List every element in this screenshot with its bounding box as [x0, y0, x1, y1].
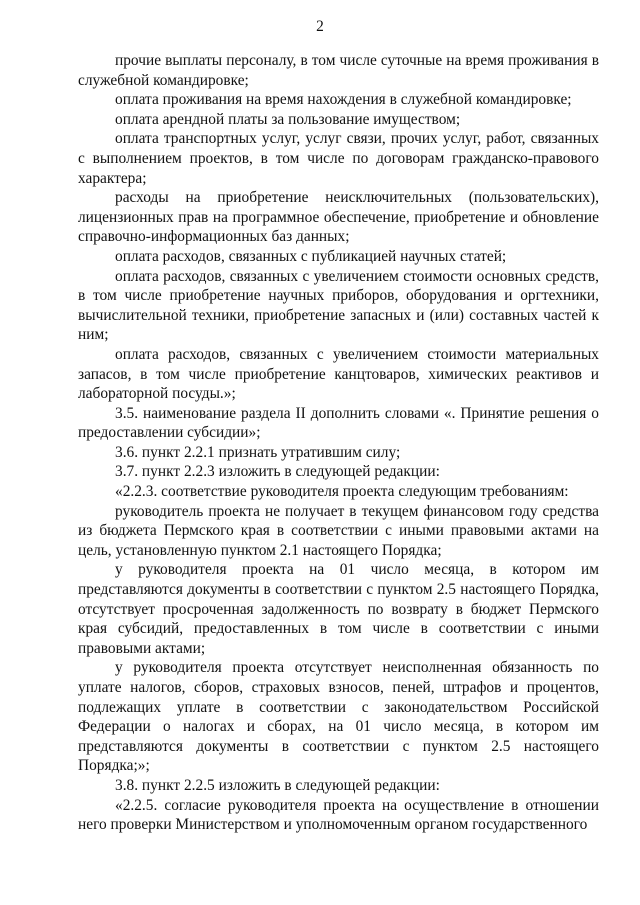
paragraph-rent: оплата арендной платы за пользование имуществом;	[115, 110, 461, 128]
paragraph-item-3-8: 3.8. пункт 2.2.5 изложить в следующей редакции:	[115, 776, 440, 794]
paragraph-accommodation: оплата проживания на время нахождения в служебной командировке;	[115, 91, 572, 109]
paragraph-material-stocks: оплата расходов, связанных с увеличением стоимости материальных запасов, в том числе приобретение канцтоваров, химических реактивов и лабораторной посуды.»;	[78, 345, 599, 403]
paragraph-software-licenses: расходы на приобретение неисключительных (пользовательских), лицензионных прав на программное обеспечение, приобретение и обновление справочно-информационных баз данных;	[78, 189, 599, 246]
paragraph-item-3-7: 3.7. пункт 2.2.3 изложить в следующей редакции:	[115, 463, 440, 481]
paragraph-clause-2-2-3: «2.2.3. соответствие руководителя проекта следующим требованиям:	[115, 483, 569, 501]
page-number: 2	[316, 18, 324, 35]
paragraph-no-overdue-debt: у руководителя проекта на 01 число месяца, в котором им представляются документы в соответствии с пунктом 2.5 настоящего Порядка, отсутствует просроченная задолженность по возврату в бюджет Пермского края субсидий, предоставленных в том числе в соответствии с иными правовыми актами;	[78, 561, 599, 657]
document-body	[78, 51, 599, 835]
paragraph-item-3-5: 3.5. наименование раздела II дополнить словами «. Принятие решения о предоставлении субсидии»;	[78, 404, 599, 442]
paragraph-other-payments: прочие выплаты персоналу, в том числе суточные на время проживания в служебной командировке;	[78, 52, 599, 89]
paragraph-item-3-6: 3.6. пункт 2.2.1 признать утратившим силу;	[115, 443, 401, 461]
paragraph-transport-services: оплата транспортных услуг, услуг связи, прочих услуг, работ, связанных с выполнением проектов, в том числе по договорам гражданско-правового характера;	[78, 130, 599, 187]
paragraph-no-other-funding: руководитель проекта не получает в текущем финансовом году средства из бюджета Пермского края в соответствии с иными правовыми актами на цель, установленную пунктом 2.1 настоящего Порядка;	[78, 502, 599, 559]
paragraph-no-tax-arrears: у руководителя проекта отсутствует неисполненная обязанность по уплате налогов, сборов, страховых взносов, пеней, штрафов и процентов, подлежащих уплате в соответствии с законодательством Российской Федерации о налогах и сборах, на 01 число месяца, в котором им представляются документы в соответствии с пунктом 2.5 настоящего Порядка;»;	[78, 659, 599, 775]
paragraph-clause-2-2-5: «2.2.5. согласие руководителя проекта на осуществление в отношении него проверки Министерством и уполномоченным органом государственного	[78, 796, 599, 834]
paragraph-fixed-assets: оплата расходов, связанных с увеличением стоимости основных средств, в том числе приобретение научных приборов, оборудования и оргтехники, вычислительной техники, приобретение запасных и (или) составных частей к ним;	[78, 267, 599, 344]
paragraph-publications: оплата расходов, связанных с публикацией научных статей;	[115, 247, 507, 265]
